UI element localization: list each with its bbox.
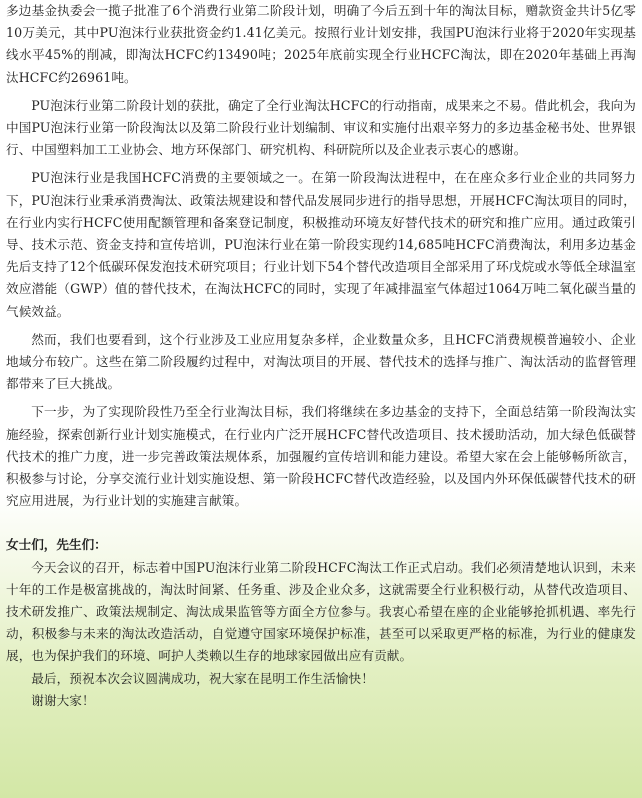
- paragraph-funding: 多边基金执委会一揽子批准了6个消费行业第二阶段计划，明确了今后五到十年的淘汰目标，赠款资金共计5亿零10万美元，其中PU泡沫行业获批资金约1.41亿美元。按照行业计划安排，我国PU泡沫行业将于2020年实现基线水平45%的削减，即淘汰HCFC约13490吨；2025年底前实现全行业HCFC淘汰，即在2020年基础上再淘汰HCFC约26961吨。: [6, 3, 636, 85]
- paragraph-next-steps: 下一步，为了实现阶段性乃至全行业淘汰目标，我们将继续在多边基金的支持下，全面总结第一阶段淘汰实施经验，探索创新行业计划实施模式，在行业内广泛开展HCFC替代改造项目、技术援助活动，加大绿色低碳替代技术的推广力度，进一步完善政策法规体系，加强履约宣传培训和能力建设。希望大家在会上能够畅所欲言，积极参与讨论，分享交流行业计划实施设想、第一阶段HCFC替代改造经验，以及国内外环保低碳替代技术的研究应用进展，为行业计划的实施建言献策。: [6, 404, 636, 509]
- paragraph-wishes: 最后，预祝本次会议圆满成功，祝大家在昆明工作生活愉快！: [31, 670, 374, 686]
- greeting-heading: 女士们，先生们：: [6, 537, 107, 553]
- document-page: [6, 0, 636, 712]
- paragraph-phase-one: PU泡沫行业是我国HCFC消费的主要领域之一。在第一阶段淘汰进程中，在在座众多行业企业的共同努力下，PU泡沫行业秉承消费淘汰、政策法规建设和替代品发展同步进行的指导思想，开展HCFC淘汰项目的同时，在行业内实行HCFC使用配额管理和备案登记制度，积极推动环境友好替代技术的研究和推广应用。通过政策引导、技术示范、资金支持和宣传培训，PU泡沫行业在第一阶段实现约14,685吨HCFC消费淘汰，利用多边基金先后支持了12个低碳环保发泡技术研究项目；行业计划下54个替代改造项目全部采用了环戊烷或水等低全球温室效应潜能（GWP）值的替代技术，在淘汰HCFC的同时，实现了年减排温室气体超过1064万吨二氧化碳当量的气候效益。: [6, 170, 636, 319]
- paragraph-approval: PU泡沫行业第二阶段计划的获批，确定了全行业淘汰HCFC的行动指南，成果来之不易。借此机会，我向为中国PU泡沫行业第一阶段淘汰以及第二阶段行业计划编制、审议和实施付出艰辛努力的多边基金秘书处、世界银行、中国塑料加工工业协会、地方环保部门、研究机构、科研院所以及企业表示衷心的感谢。: [6, 97, 636, 158]
- paragraph-launch: 今天会议的召开，标志着中国PU泡沫行业第二阶段HCFC淘汰工作正式启动。我们必须清楚地认识到，未来十年的工作是极富挑战的，淘汰时间紧、任务重、涉及企业众多，这就需要全行业积极行动，从替代改造项目、技术研发推广、政策法规制定、淘汰成果监管等方面全方位参与。我衷心希望在座的企业能够抢抓机遇、率先行动，积极参与未来的淘汰改造活动，自觉遵守国家环境保护标准，甚至可以采取更严格的标准，为行业的健康发展，也为保护我们的环境、呵护人类赖以生存的地球家园做出应有贡献。: [6, 559, 636, 664]
- paragraph-thanks: 谢谢大家！: [31, 692, 95, 708]
- paragraph-challenges: 然而，我们也要看到，这个行业涉及工业应用复杂多样，企业数量众多，且HCFC消费规模普遍较小、企业地域分布较广。这些在第二阶段履约过程中，对淘汰项目的开展、替代技术的选择与推广、淘汰活动的监督管理都带来了巨大挑战。: [6, 331, 636, 392]
